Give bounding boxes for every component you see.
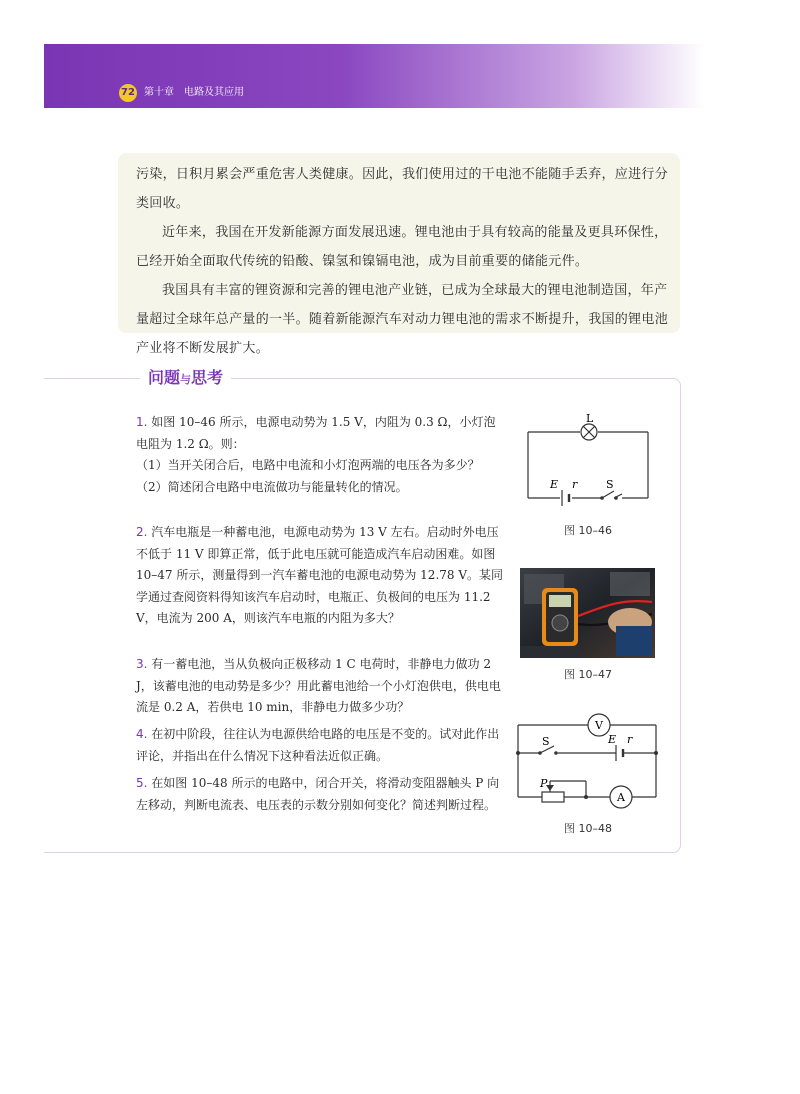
question-number: 4. <box>136 727 148 741</box>
page-number: 72 <box>119 84 137 102</box>
label-switch: S <box>606 478 614 491</box>
label-r: r <box>627 733 633 746</box>
multimeter-icon <box>542 588 578 646</box>
figure-10-48-circuit <box>510 705 670 815</box>
question-text: 在如图 10–48 所示的电路中，闭合开关，将滑动变阻器触头 P 向左移动，判断电流表、电压表的示数分别如何变化？简述判断过程。 <box>136 776 500 812</box>
reading-box <box>118 153 680 356</box>
question-number: 1. <box>136 415 148 429</box>
label-switch: S <box>542 735 550 748</box>
rheostat-icon <box>542 792 564 802</box>
figure-10-47-caption: 图 10–47 <box>564 668 612 681</box>
question-number: 2. <box>136 525 148 539</box>
label-slider: P <box>540 777 548 790</box>
section-title-part-b: 与 <box>180 373 192 386</box>
question-number: 5. <box>136 776 148 790</box>
reading-paragraph-1: 污染，日积月累会严重危害人类健康。因此，我们使用过的干电池不能随手丢弃，应进行分类回收。 <box>136 167 669 211</box>
chapter-header-band <box>44 44 704 108</box>
question-1 <box>136 412 506 498</box>
figure-10-48-caption: 图 10–48 <box>564 822 612 835</box>
question-text: 在初中阶段，往往认为电源供给电路的电压是不变的。试对此作出评论，并指出在什么情况下这种看法近似正确。 <box>136 727 500 763</box>
section-title <box>140 366 231 392</box>
question-5 <box>136 773 506 816</box>
question-sub-1: （1）当开关闭合后，电路中电流和小灯泡两端的电压各为多少？ <box>136 458 480 472</box>
label-voltmeter: V <box>595 719 603 732</box>
figure-10-46-circuit <box>520 410 660 510</box>
label-emf: E <box>608 733 617 746</box>
label-lamp: L <box>586 412 594 425</box>
reading-paragraph-2: 近年来，我国在开发新能源方面发展迅速。锂电池由于具有较高的能量及更具环保性，已经开始全面取代传统的铅酸、镍氢和镍镉电池，成为目前重要的储能元件。 <box>136 225 668 269</box>
question-sub-2: （2）简述闭合电路中电流做功与能量转化的情况。 <box>136 479 408 494</box>
label-ammeter: A <box>617 791 625 804</box>
question-number: 3. <box>136 657 148 671</box>
question-3 <box>136 654 506 719</box>
reading-paragraph-3: 我国具有丰富的锂资源和完善的锂电池产业链，已成为全球最大的锂电池制造国，年产量超过全球年总产量的一半。随着新能源汽车对动力锂电池的需求不断提升，我国的锂电池产业将不断发展扩大。 <box>136 283 669 356</box>
label-emf: E <box>550 478 559 491</box>
section-title-part-a: 问题 <box>148 368 181 387</box>
question-2 <box>136 522 506 630</box>
figure-10-47-photo <box>520 568 655 658</box>
switch-blade <box>602 491 614 498</box>
question-4 <box>136 724 506 767</box>
label-r: r <box>572 478 578 491</box>
chapter-title: 第十章 电路及其应用 <box>144 87 244 98</box>
question-text: 有一蓄电池，当从负极向正极移动 1 C 电荷时，非静电力做功 2 J，该蓄电池的电动势是多少？用此蓄电池给一个小灯泡供电，供电电流是 0.2 A，若供电 10 min，非静电力做多少功？ <box>136 657 501 714</box>
section-title-part-c: 思考 <box>191 368 224 387</box>
question-text: 汽车电瓶是一种蓄电池，电源电动势为 13 V 左右。启动时外电压不低于 11 V 即算正常，低于此电压就可能造成汽车启动困难。如图 10–47 所示，测量得到一汽车蓄电池的电源电动势为 12.78 V。某同学通过查阅资料得知该汽车启动时，电瓶正、负极间的电压为 11.2 V，电流为 200 A，则该汽车电瓶的内阻为多大？ <box>136 525 504 625</box>
question-text: 如图 10–46 所示，电源电动势为 1.5 V，内阻为 0.3 Ω，小灯泡电阻为 1.2 Ω。则： <box>136 415 496 451</box>
figure-10-46-caption: 图 10–46 <box>564 524 612 537</box>
sleeve <box>616 626 652 656</box>
